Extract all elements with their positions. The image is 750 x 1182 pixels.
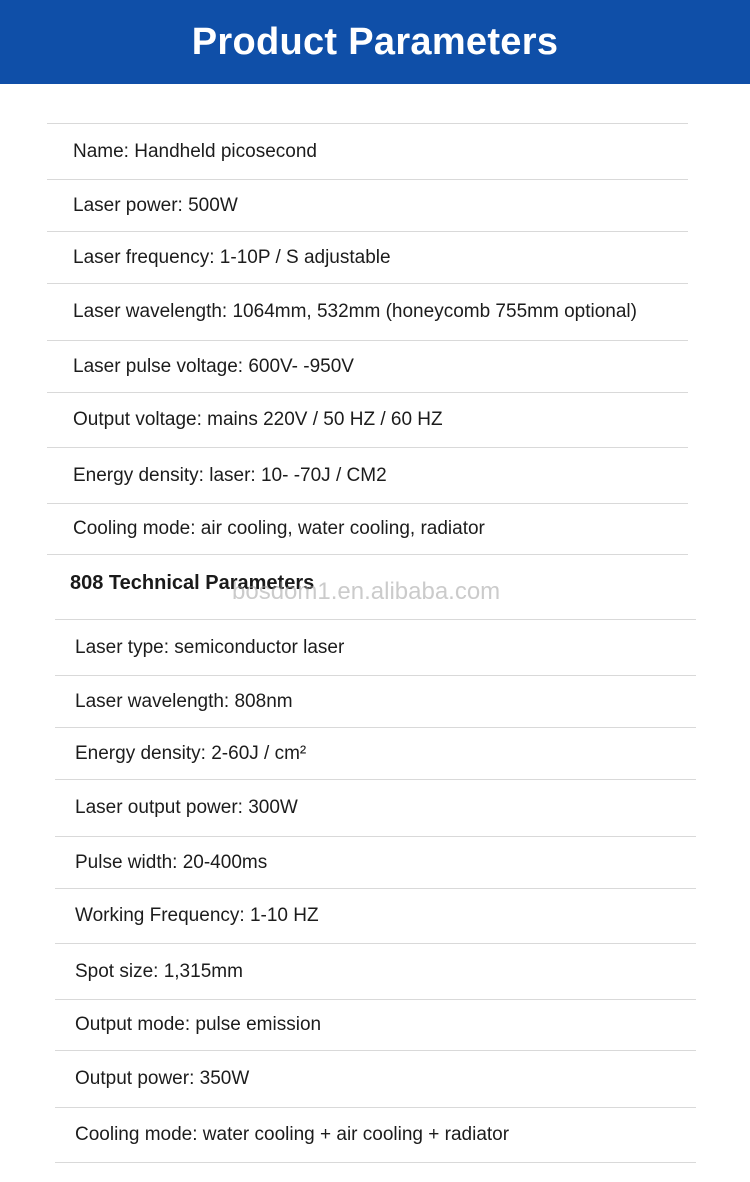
param-row [55, 1107, 696, 1163]
param-row [55, 675, 696, 727]
technical-parameters-list [55, 619, 696, 1163]
param-text: Energy density: 2-60J / cm² [75, 742, 307, 764]
param-row [55, 1050, 696, 1107]
param-text: Laser output power: 300W [75, 797, 298, 818]
param-row [47, 179, 688, 231]
param-row [47, 447, 688, 503]
header-banner [0, 0, 750, 84]
param-text: Pulse width: 20-400ms [75, 851, 268, 873]
param-text: Laser pulse voltage: 600V- -950V [73, 355, 354, 377]
param-row [47, 283, 688, 340]
product-parameters-list [47, 123, 688, 555]
param-text: Cooling mode: air cooling, water cooling, radiator [73, 518, 485, 539]
param-row [55, 888, 696, 943]
param-row [47, 123, 688, 179]
param-row [47, 503, 688, 555]
param-row [55, 836, 696, 888]
section-heading-808: 808 Technical Parameters [70, 572, 315, 594]
param-text: Output voltage: mains 220V / 50 HZ / 60 HZ [73, 409, 443, 430]
param-text: Cooling mode: water cooling + air cooling + radiator [75, 1124, 510, 1145]
param-row [55, 999, 696, 1050]
param-text: Laser wavelength: 1064mm, 532mm (honeycomb 755mm optional) [73, 301, 637, 322]
param-row [47, 231, 688, 283]
param-text: Energy density: laser: 10- -70J / CM2 [73, 464, 387, 486]
param-text: Spot size: 1,315mm [75, 960, 243, 982]
param-text: Laser wavelength: 808nm [75, 690, 293, 712]
param-text: Output power: 350W [75, 1068, 250, 1089]
param-text: Working Frequency: 1-10 HZ [75, 905, 319, 926]
watermark-text: bosdom1.en.alibaba.com [232, 578, 501, 605]
param-row [55, 619, 696, 675]
param-row [55, 779, 696, 836]
param-text: Laser power: 500W [73, 194, 238, 216]
param-row [47, 392, 688, 447]
param-row [55, 943, 696, 999]
param-text: Name: Handheld picosecond [73, 140, 317, 162]
param-text: Laser frequency: 1-10P / S adjustable [73, 246, 391, 268]
param-text: Laser type: semiconductor laser [75, 636, 345, 658]
page-title: Product Parameters [191, 20, 559, 63]
param-row [55, 727, 696, 779]
param-row [47, 340, 688, 392]
param-text: Output mode: pulse emission [75, 1014, 322, 1035]
